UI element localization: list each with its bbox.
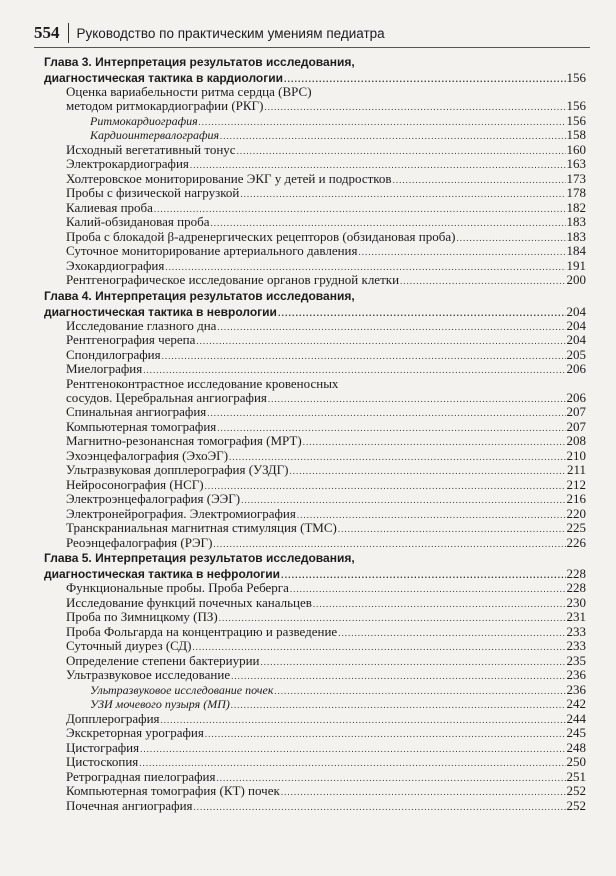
page-ref: 230	[566, 594, 586, 610]
toc-entry[interactable]	[66, 420, 586, 435]
toc-entry-text: Кардиоинтервалография	[90, 128, 220, 142]
toc-entry-line	[66, 244, 586, 259]
table-of-contents	[0, 55, 616, 814]
toc-entry-line	[66, 478, 586, 493]
dot-leader	[240, 187, 565, 202]
toc-entry-line	[66, 492, 586, 507]
dot-leader	[199, 115, 566, 130]
toc-entry-text: Суточное мониторирование артериального давления	[66, 243, 358, 258]
page-ref: 206	[566, 361, 586, 376]
dot-leader	[220, 129, 565, 144]
book-title: Руководство по практическим умениям педиатра	[76, 25, 385, 41]
toc-entry[interactable]	[66, 230, 586, 245]
dot-leader	[260, 655, 565, 670]
page-ref: 207	[566, 404, 586, 419]
dot-leader	[393, 173, 566, 188]
toc-entry-line	[66, 755, 586, 770]
dot-leader	[338, 522, 566, 537]
dot-leader	[205, 479, 566, 494]
page-ref: 156	[566, 98, 586, 113]
toc-entry-text: Калий-обзидановая проба	[66, 214, 210, 229]
page-ref: 210	[566, 447, 586, 463]
toc-entry-line	[66, 143, 586, 158]
toc-entry-text: Электроэнцефалография (ЭЭГ)	[66, 491, 241, 506]
toc-entry-text: Цистоскопия	[66, 754, 139, 769]
chapter-title-text: диагностическая тактика в нефрологии	[44, 567, 281, 581]
toc-entry-line	[90, 114, 586, 129]
page-ref: 250	[566, 754, 586, 769]
page-ref: 204	[566, 303, 586, 319]
dot-leader	[162, 349, 566, 364]
toc-entry[interactable]	[66, 610, 586, 625]
chapter-heading[interactable]	[44, 289, 586, 319]
header-separator	[68, 23, 69, 43]
dot-leader	[338, 626, 565, 641]
toc-entry[interactable]	[66, 625, 586, 640]
toc-entry-line	[66, 333, 586, 348]
chapter-title-line2	[44, 304, 586, 319]
toc-entry[interactable]	[66, 449, 586, 464]
page-ref: 220	[566, 505, 586, 521]
toc-entry[interactable]	[66, 434, 586, 449]
page-ref: 248	[566, 739, 586, 755]
toc-entry-line	[66, 770, 586, 785]
toc-entry-line	[66, 405, 586, 420]
toc-entry-line	[66, 712, 586, 727]
toc-entry-text: Исследование глазного дна	[66, 317, 217, 333]
page-ref: 252	[566, 797, 586, 813]
dot-leader	[231, 669, 565, 684]
toc-entry-line	[66, 741, 586, 756]
page-ref: 163	[566, 156, 586, 171]
toc-entry-text: Миелография	[66, 361, 143, 376]
page-ref: 207	[566, 418, 586, 434]
page-ref: 236	[566, 681, 586, 697]
toc-entry[interactable]	[66, 639, 586, 654]
toc-entry-text: Калиевая проба	[66, 199, 153, 215]
toc-entry-line	[66, 434, 586, 449]
toc-entry-line	[66, 201, 586, 216]
toc-entry-text: Электронейрография. Электромиография	[66, 505, 296, 521]
page-ref: 233	[566, 638, 586, 653]
toc-entry[interactable]	[66, 596, 586, 611]
dot-leader	[313, 597, 566, 612]
toc-entry[interactable]	[66, 201, 586, 216]
toc-entry[interactable]	[66, 507, 586, 522]
toc-entry-line	[66, 654, 586, 669]
toc-entry-text: Пробы с физической нагрузкой	[66, 185, 240, 200]
toc-entry-line	[66, 230, 586, 245]
page-ref: 244	[566, 710, 586, 726]
toc-entry-text: Проба Фольгарда на концентрацию и разведение	[66, 623, 338, 639]
dot-leader	[213, 537, 565, 552]
toc-entry[interactable]	[66, 186, 586, 201]
toc-entry[interactable]	[66, 712, 586, 727]
toc-entry[interactable]	[66, 85, 586, 114]
toc-entry-text: Электрокардиография	[66, 156, 189, 171]
toc-entry[interactable]	[66, 362, 586, 377]
dot-leader	[274, 684, 565, 699]
page-ref: 156	[566, 70, 586, 85]
toc-entry[interactable]	[66, 536, 586, 551]
dot-leader	[154, 202, 566, 217]
page-ref: 204	[566, 332, 586, 347]
toc-entry-line	[66, 799, 586, 814]
toc-entry[interactable]	[66, 348, 586, 363]
toc-entry[interactable]	[66, 333, 586, 348]
toc-entry-line	[66, 449, 586, 464]
toc-entry-text: Транскраниальная магнитная стимуляция (ТМС)	[66, 520, 337, 535]
toc-entry-line	[66, 99, 586, 114]
chapter-title-line2	[44, 70, 586, 85]
toc-entry-text: Реоэнцефалография (РЭГ)	[66, 534, 213, 550]
toc-entry-line1: Оценка вариабельности ритма сердца (ВРС)	[66, 84, 312, 99]
page-ref: 216	[566, 491, 586, 506]
toc-entry-line	[90, 128, 586, 143]
toc-entry-line	[66, 362, 586, 377]
toc-entry[interactable]	[66, 521, 586, 536]
page-ref: 183	[566, 214, 586, 229]
page-ref: 173	[566, 170, 586, 186]
toc-entry-text: Спинальная ангиография	[66, 404, 207, 419]
toc-entry-text: Ультразвуковая допплерография (УЗДГ)	[66, 462, 289, 477]
page-ref: 236	[566, 667, 586, 682]
page-number: 554	[34, 23, 60, 42]
toc-entry-line	[66, 319, 586, 334]
toc-entry-text: Ритмокардиография	[90, 113, 198, 128]
toc-entry[interactable]	[66, 478, 586, 493]
toc-entry-line	[66, 186, 586, 201]
toc-entry[interactable]	[66, 770, 586, 785]
page-ref: 208	[566, 433, 586, 448]
dot-leader	[217, 320, 565, 335]
toc-entry-text: Определение степени бактериурии	[66, 652, 260, 668]
toc-subentry[interactable]	[90, 697, 586, 712]
dot-leader	[196, 334, 565, 349]
page-ref: 235	[566, 652, 586, 668]
page-ref: 191	[566, 257, 586, 273]
toc-entry-line	[66, 610, 586, 625]
toc-entry-text: Магнитно-резонансная томография (МРТ)	[66, 433, 302, 448]
page-ref: 205	[566, 346, 586, 362]
toc-subentry[interactable]	[90, 114, 586, 129]
toc-entry[interactable]	[66, 799, 586, 814]
toc-entry[interactable]	[66, 157, 586, 172]
toc-entry-text: методом ритмокардиографии (РКГ)	[66, 98, 264, 113]
toc-entry-line	[66, 157, 586, 172]
toc-entry-text: Допплерография	[66, 710, 160, 726]
page-ref: 206	[566, 389, 586, 405]
page-ref: 182	[566, 199, 586, 215]
page-ref: 226	[566, 534, 586, 550]
toc-entry-line	[66, 348, 586, 363]
page-ref: 225	[566, 520, 586, 535]
toc-entry-text: Рентгенография черепа	[66, 332, 196, 347]
toc-entry-text: Суточный диурез (СД)	[66, 638, 192, 653]
toc-entry-line	[90, 683, 586, 698]
dot-leader	[303, 435, 566, 450]
toc-entry-line	[66, 596, 586, 611]
toc-entry-text: Почечная ангиография	[66, 797, 193, 813]
toc-entry[interactable]	[66, 244, 586, 259]
dot-leader	[207, 406, 565, 421]
toc-entry-text: Экскреторная урография	[66, 725, 204, 740]
chapter-title-line2	[44, 566, 586, 581]
toc-entry-text: Ультразвуковое исследование почек	[90, 682, 274, 697]
toc-entry[interactable]	[66, 755, 586, 770]
running-header	[34, 20, 385, 46]
toc-entry[interactable]	[66, 377, 586, 406]
toc-entry-text: Эхокардиография	[66, 257, 165, 273]
page-ref: 204	[566, 317, 586, 333]
toc-entry-line	[66, 536, 586, 551]
toc-entry[interactable]	[66, 319, 586, 334]
toc-entry-line	[66, 273, 586, 288]
chapter-heading[interactable]	[44, 55, 586, 85]
toc-entry-line	[66, 639, 586, 654]
dot-leader	[268, 392, 566, 407]
page-ref: 211	[566, 462, 586, 477]
toc-entry-text: Проба по Зимницкому (ПЗ)	[66, 609, 218, 624]
toc-entry-text: Компьютерная томография	[66, 418, 217, 434]
toc-entry-line	[66, 259, 586, 274]
page-ref: 252	[566, 783, 586, 798]
toc-entry-text: Компьютерная томография (КТ) почек	[66, 783, 280, 798]
dot-leader	[281, 785, 566, 800]
toc-entry[interactable]	[66, 784, 586, 799]
page-ref: 184	[566, 243, 586, 258]
toc-entry-line	[66, 420, 586, 435]
toc-entry-text: Проба с блокадой β-адренергических рецепторов (обзидановая проба)	[66, 228, 456, 244]
page-ref: 200	[566, 272, 586, 287]
toc-entry[interactable]	[66, 741, 586, 756]
toc-entry-text: УЗИ мочевого пузыря (МП)	[90, 697, 230, 711]
chapter-title-line1: Глава 5. Интерпретация результатов исследования,	[44, 551, 355, 565]
toc-entry-line	[66, 507, 586, 522]
page-ref: 178	[566, 185, 586, 200]
dot-leader	[140, 742, 565, 757]
page-ref: 242	[566, 696, 586, 711]
toc-entry-line	[66, 784, 586, 799]
header-rule	[34, 47, 590, 48]
dot-leader	[161, 713, 566, 728]
chapter-title-line1: Глава 3. Интерпретация результатов исследования,	[44, 55, 355, 69]
dot-leader	[290, 464, 566, 479]
toc-subentry[interactable]	[90, 683, 586, 698]
toc-entry-line	[66, 463, 586, 478]
dot-leader	[359, 245, 566, 260]
toc-entry-line	[66, 625, 586, 640]
dot-leader	[456, 231, 565, 246]
page-ref: 160	[566, 141, 586, 157]
toc-entry[interactable]	[66, 581, 586, 596]
toc-entry-line1: Рентгеноконтрастное исследование кровеносных	[66, 375, 339, 391]
toc-entry[interactable]	[66, 273, 586, 288]
toc-entry[interactable]	[66, 143, 586, 158]
dot-leader	[264, 100, 565, 115]
chapter-title-text: диагностическая тактика в неврологии	[44, 304, 277, 319]
toc-entry-text: Нейросонография (НСГ)	[66, 476, 204, 492]
dot-leader	[205, 727, 566, 742]
toc-entry[interactable]	[66, 172, 586, 187]
page-ref: 228	[566, 580, 586, 595]
toc-entry-text: Исследование функций почечных канальцев	[66, 594, 312, 610]
toc-entry-line	[66, 726, 586, 741]
toc-entry[interactable]	[66, 654, 586, 669]
toc-entry-line	[66, 581, 586, 596]
page-ref: 183	[566, 228, 586, 244]
toc-entry-line	[66, 172, 586, 187]
dot-leader	[400, 274, 565, 289]
toc-entry[interactable]	[66, 215, 586, 230]
toc-entry-text: Спондилография	[66, 346, 161, 362]
page-ref: 233	[566, 623, 586, 639]
toc-entry-text: Эхоэнцефалография (ЭхоЭГ)	[66, 447, 229, 463]
chapter-heading[interactable]	[44, 551, 586, 581]
toc-entry-text: Рентгенографическое исследование органов грудной клетки	[66, 272, 400, 287]
toc-entry[interactable]	[66, 259, 586, 274]
toc-entry-text: Ультразвуковое исследование	[66, 667, 231, 682]
toc-entry-line	[66, 521, 586, 536]
page-ref: 231	[566, 609, 586, 624]
toc-entry[interactable]	[66, 726, 586, 741]
toc-entry-line	[66, 668, 586, 683]
toc-entry[interactable]	[66, 463, 586, 478]
page-ref: 156	[566, 112, 586, 128]
toc-entry-text: Холтеровское мониторирование ЭКГ у детей и подростков	[66, 170, 392, 186]
dot-leader	[290, 582, 566, 597]
chapter-title-line1: Глава 4. Интерпретация результатов исследования,	[44, 288, 355, 303]
chapter-title-text: диагностическая тактика в кардиологии	[44, 71, 284, 85]
page-ref: 245	[566, 725, 586, 740]
page-ref: 228	[566, 566, 586, 581]
toc-entry-line	[66, 391, 586, 406]
toc-subentry[interactable]	[90, 128, 586, 143]
dot-leader	[297, 508, 566, 523]
toc-entry[interactable]	[66, 492, 586, 507]
toc-entry-text: Исходный вегетативный тонус	[66, 141, 236, 157]
toc-entry-text: сосудов. Церебральная ангиография	[66, 389, 267, 405]
toc-entry[interactable]	[66, 668, 586, 683]
toc-entry-line	[66, 215, 586, 230]
page-ref: 212	[566, 476, 586, 492]
page-ref: 251	[566, 768, 586, 784]
dot-leader	[194, 800, 566, 815]
toc-entry-text: Функциональные пробы. Проба Реберга	[66, 580, 289, 595]
toc-entry-line	[90, 697, 586, 712]
toc-entry-text: Ретроградная пиелография	[66, 768, 216, 784]
page-ref: 158	[566, 127, 586, 142]
toc-entry[interactable]	[66, 405, 586, 420]
dot-leader	[237, 144, 566, 159]
toc-entry-text: Цистография	[66, 739, 140, 755]
dot-leader	[231, 698, 566, 713]
